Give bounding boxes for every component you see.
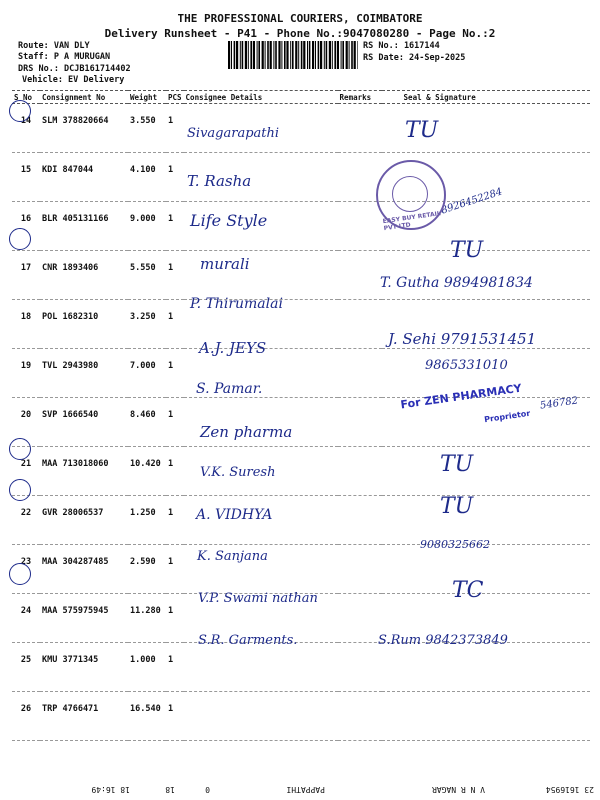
row-pcs: 1	[166, 496, 184, 545]
row-consignment-no: BLR 405131166	[40, 202, 128, 251]
row-sno: 23	[12, 545, 40, 594]
table-row	[12, 153, 590, 202]
row-weight: 1.250	[128, 496, 166, 545]
footer-print	[0, 780, 600, 794]
handwritten-name: V.P. Swami nathan	[198, 591, 318, 606]
row-remarks	[338, 251, 382, 300]
row-sno: 25	[12, 643, 40, 692]
row-consignment-no: SLM 378820664	[40, 104, 128, 153]
handwritten-signature: TU	[440, 494, 474, 519]
handwritten-phone: 9080325662	[420, 538, 490, 551]
rs-number: RS No.: 1617144	[363, 41, 440, 51]
row-remarks	[338, 447, 382, 496]
row-remarks	[338, 202, 382, 251]
col-remarks: Remarks	[338, 91, 382, 104]
row-weight: 9.000	[128, 202, 166, 251]
rs-date: RS Date: 24-Sep-2025	[363, 53, 466, 63]
row-sno: 21	[12, 447, 40, 496]
zen-pharmacy-stamp: For ZEN PHARMACY	[399, 381, 523, 412]
handwritten-name: Zen pharma	[200, 423, 293, 441]
row-remarks	[338, 398, 382, 447]
row-consignment-no: KMU 3771345	[40, 643, 128, 692]
col-consignee: Consignee Details	[184, 91, 338, 104]
footer-time: 18 16:49	[91, 785, 130, 794]
handwritten-name: T. Rasha	[187, 172, 252, 190]
row-weight: 1.000	[128, 643, 166, 692]
handwritten-signature: TU	[450, 238, 484, 263]
table-row	[12, 545, 590, 594]
table-row	[12, 692, 590, 741]
row-sno: 16	[12, 202, 40, 251]
row-weight: 4.100	[128, 153, 166, 202]
row-pcs: 1	[166, 349, 184, 398]
handwritten-name: murali	[200, 255, 250, 273]
handwritten-name: A.J. JEYS	[199, 339, 267, 357]
table-row	[12, 202, 590, 251]
table-row	[12, 398, 590, 447]
row-weight: 11.280	[128, 594, 166, 643]
row-sno: 18	[12, 300, 40, 349]
row-pcs: 1	[166, 300, 184, 349]
table-row	[12, 447, 590, 496]
row-sno: 26	[12, 692, 40, 741]
row-weight: 10.420	[128, 447, 166, 496]
handwritten-signature: T. Gutha 9894981834	[380, 275, 533, 291]
sno-circle-mark	[9, 100, 31, 122]
route-label: Route: VAN DLY	[18, 41, 90, 51]
handwritten-name: P. Thirumalai	[190, 296, 283, 312]
zen-stamp-proprietor: Proprietor	[483, 408, 531, 425]
row-pcs: 1	[166, 692, 184, 741]
staff-label: Staff: P A MURUGAN	[18, 52, 111, 62]
sno-circle-mark	[9, 228, 31, 250]
barcode-image	[228, 41, 358, 69]
row-seal-signature	[382, 447, 590, 496]
row-seal-signature	[382, 643, 590, 692]
sno-circle-mark	[9, 563, 31, 585]
row-consignment-no: KDI 847044	[40, 153, 128, 202]
col-weight: Weight	[128, 91, 166, 104]
handwritten-name: Sivagarapathi	[187, 126, 280, 141]
row-pcs: 1	[166, 594, 184, 643]
handwritten-name: S.R. Garments.	[198, 633, 298, 648]
row-sno: 20	[12, 398, 40, 447]
drs-label: DRS No.: DCJB161714402	[18, 64, 131, 74]
row-weight: 8.460	[128, 398, 166, 447]
handwritten-signature: TC	[452, 578, 484, 603]
handwritten-phone: 8926452284	[439, 186, 504, 217]
row-pcs: 1	[166, 104, 184, 153]
footer-name: PAPPATHI	[286, 785, 325, 794]
row-remarks	[338, 300, 382, 349]
row-sno: 22	[12, 496, 40, 545]
row-sno: 19	[12, 349, 40, 398]
row-pcs: 1	[166, 643, 184, 692]
row-consignment-no: CNR 1893406	[40, 251, 128, 300]
row-pcs: 1	[166, 202, 184, 251]
col-pcs: PCS	[168, 92, 182, 102]
row-remarks	[338, 643, 382, 692]
row-weight: 5.550	[128, 251, 166, 300]
handwritten-phone: 546782	[539, 395, 579, 412]
row-consignment-no: MAA 575975945	[40, 594, 128, 643]
row-consignee-details	[184, 643, 338, 692]
row-remarks	[338, 594, 382, 643]
col-sno: S No	[12, 91, 40, 104]
row-weight: 7.000	[128, 349, 166, 398]
row-consignment-no: MAA 713018060	[40, 447, 128, 496]
row-sno: 17	[12, 251, 40, 300]
company-seal-stamp	[376, 160, 446, 233]
row-consignee-details	[184, 692, 338, 741]
table-row	[12, 104, 590, 153]
col-consignment: Consignment No	[40, 91, 128, 104]
row-remarks	[338, 496, 382, 545]
handwritten-signature: J. Sehi 9791531451	[388, 330, 537, 348]
table-row	[12, 496, 590, 545]
row-consignment-no: SVP 1666540	[40, 398, 128, 447]
vehicle-label: Vehicle: EV Delivery	[22, 75, 125, 85]
handwritten-name: K. Sanjana	[197, 549, 268, 564]
sno-circle-mark	[9, 438, 31, 460]
seal-text: EASY BUY RETAIL PVT LTD	[382, 210, 442, 233]
row-remarks	[338, 349, 382, 398]
row-consignment-no: TVL 2943980	[40, 349, 128, 398]
handwritten-name: Life Style	[190, 211, 268, 230]
handwritten-name: S. Pamar.	[196, 381, 263, 397]
row-pcs: 1	[166, 447, 184, 496]
row-pcs: 1	[166, 153, 184, 202]
handwritten-signature: TU	[440, 452, 474, 477]
row-weight: 2.590	[128, 545, 166, 594]
table-row	[12, 643, 590, 692]
row-remarks	[338, 545, 382, 594]
row-remarks	[338, 692, 382, 741]
footer-code: 23 1616954	[545, 785, 594, 794]
row-remarks	[338, 153, 382, 202]
row-weight: 3.550	[128, 104, 166, 153]
row-seal-signature	[382, 545, 590, 594]
handwritten-name: V.K. Suresh	[200, 465, 276, 480]
row-remarks	[338, 104, 382, 153]
handwritten-signature: S.Rum 9842373849	[378, 633, 508, 648]
col-seal: Seal & Signature	[382, 91, 590, 104]
row-pcs: 1	[166, 251, 184, 300]
footer-num: 18	[165, 785, 175, 794]
handwritten-signature: TU	[405, 118, 439, 143]
row-pcs: 1	[166, 545, 184, 594]
runsheet-subtitle: Delivery Runsheet - P41 - Phone No.:9047080280 - Page No.:2	[104, 27, 496, 40]
table-header-row	[12, 91, 590, 104]
row-pcs: 1	[166, 398, 184, 447]
row-consignment-no: POL 1682310	[40, 300, 128, 349]
handwritten-signature: 9865331010	[425, 358, 508, 373]
row-consignment-no: TRP 4766471	[40, 692, 128, 741]
row-sno: 14	[12, 104, 40, 153]
row-sno: 15	[12, 153, 40, 202]
row-sno: 24	[12, 594, 40, 643]
row-consignment-no: MAA 304287485	[40, 545, 128, 594]
row-seal-signature	[382, 692, 590, 741]
sno-circle-mark	[9, 479, 31, 501]
runsheet-title: THE PROFESSIONAL COURIERS, COIMBATORE	[177, 12, 423, 25]
footer-area: V N R NAGAR	[432, 785, 485, 794]
row-consignment-no: GVR 28006537	[40, 496, 128, 545]
row-weight: 3.250	[128, 300, 166, 349]
handwritten-name: A. VIDHYA	[196, 507, 273, 523]
row-weight: 16.540	[128, 692, 166, 741]
footer-zero: 0	[205, 785, 210, 794]
